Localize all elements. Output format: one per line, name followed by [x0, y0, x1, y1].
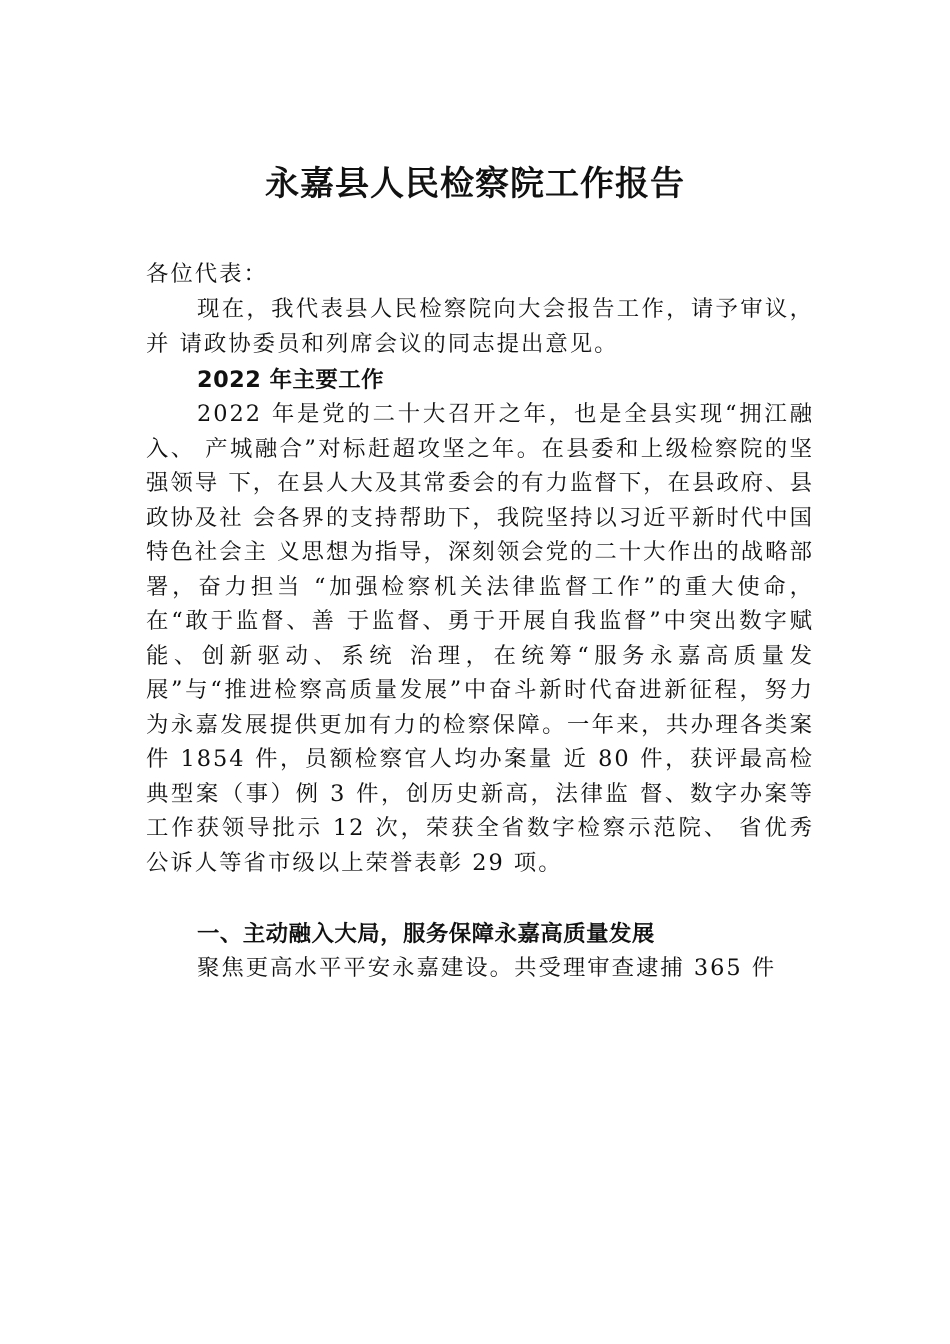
section-paragraph: 聚焦更高水平平安永嘉建设。共受理审查逮捕 365 件 [197, 955, 777, 981]
salutation: 各位代表： [146, 261, 268, 287]
section-heading: 一、主动融入大局，服务保障永嘉高质量发展 [197, 921, 655, 947]
intro-paragraph: 现在，我代表县人民检察院向大会报告工作，请予审议，并 请政协委员和列席会议的同志提出意见。 [146, 296, 814, 357]
summary-paragraph: 2022 年是党的二十大召开之年，也是全县实现“拥江融入、 产城融合”对标赶超攻坚之年。在县委和上级检察院的坚强领导 下，在县人大及其常委会的有力监督下，在县政府、县政协及社 会各界的支持帮助下，我院坚持以习近平新时代中国特色社会主 义思想为指导，深刻领会党的二十大作出的战略部署，奋力担当 “加强检察机关法律监督工作”的重大使命，在“敢于监督、善 于监督、勇于开展自我监督”中突出数字赋能、创新驱动、系统 治理，在统筹“服务永嘉高质量发展”与“推进检察高质量发展”中奋斗新时代奋进新征程，努力为永嘉发展提供更加有力的检察保障。一年来，共办理各类案件 1854 件，员额检察官人均办案量 近 80 件，获评最高检典型案（事）例 3 件，创历史新高，法律监 督、数字办案等工作获领导批示 12 次，荣获全省数字检察示范院、 省优秀公诉人等省市级以上荣誉表彰 29 项。 [146, 401, 814, 876]
report-title: 永嘉县人民检察院工作报告 [265, 164, 685, 204]
year-heading: 2022 年主要工作 [197, 367, 385, 393]
